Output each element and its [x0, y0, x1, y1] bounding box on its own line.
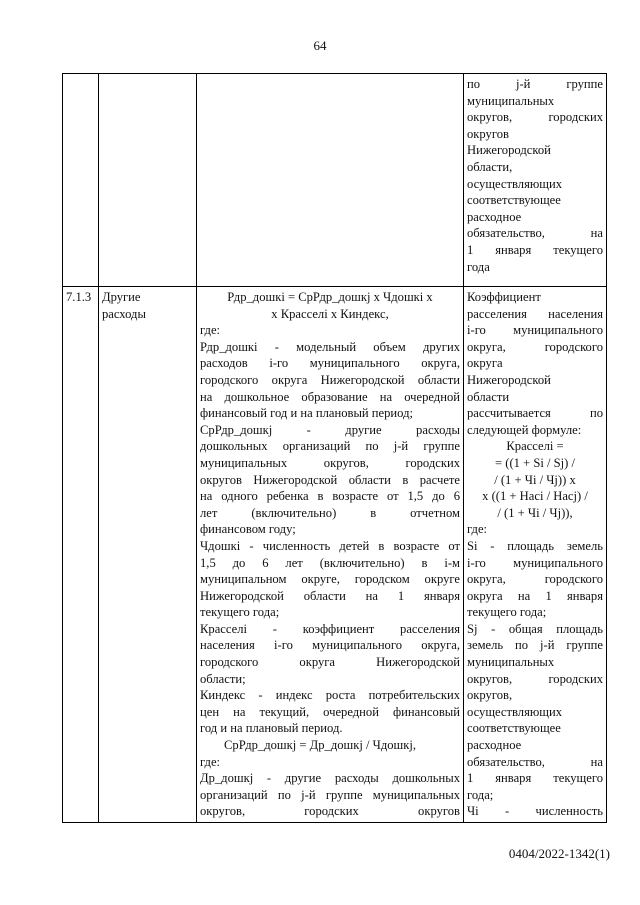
text-line: Др_дошкj - другие расходы дошкольных [200, 771, 460, 786]
text-line: финансовый год и на плановый период; [200, 406, 414, 421]
text-line: населения i-го муниципального округа, [200, 638, 460, 653]
text-line: / (1 + Чі / Чj)) х [494, 472, 576, 487]
text-line: СрРдр_дошкj = Др_дошкj / Чдошкj, [224, 738, 416, 753]
text-line: осуществляющих [467, 176, 563, 191]
lines [467, 76, 603, 275]
cell-formula-description [197, 287, 464, 823]
cell-formula-empty [197, 74, 464, 287]
text-line: округов Нижегородской области в расчете [200, 472, 460, 487]
text-line: расходное [467, 738, 522, 753]
cell-item-number [63, 287, 99, 823]
text-line: 1 января текущего [467, 242, 603, 257]
text-line: где: [200, 323, 221, 338]
text-line: организаций по j-й группе муниципальных [200, 787, 460, 802]
text-line: Красселі - коэффициент расселения [200, 621, 460, 636]
item-number: 7.1.3 [66, 290, 92, 304]
text-line: муниципальных [467, 93, 555, 108]
text-line: СрРдр_дошкj - другие расходы [200, 422, 460, 437]
text-line: Чі - численность [467, 804, 603, 819]
cell-item-name [99, 287, 197, 823]
cell-notes-continuation [464, 74, 607, 287]
text-line: где: [467, 522, 488, 537]
text-line: года; [467, 787, 494, 802]
lines [200, 289, 460, 820]
text-line: муниципальных округов, городских [200, 455, 460, 470]
cell-name-empty [99, 74, 197, 287]
text-line: год и на плановый период. [200, 721, 343, 736]
text-line: округа, городского [467, 339, 603, 354]
text-line: Si - площадь земель [467, 538, 603, 553]
text-line: области, [467, 159, 513, 174]
text-line: на дошкольное образование на очередной [200, 389, 460, 404]
cell-coefficient-description [464, 287, 607, 823]
cell-number-empty [63, 74, 99, 287]
text-line: Нижегородской области на 1 января [200, 588, 460, 603]
text-line: Коэффициент [467, 290, 541, 304]
text-line: по j-й группе [467, 77, 603, 91]
page-number: 64 [313, 38, 327, 53]
text-line: округов, городских [467, 671, 603, 686]
text-line: х Красселі х Киндекс, [271, 306, 389, 321]
text-line: 1 января текущего [467, 771, 603, 786]
text-line: текущего года; [200, 605, 280, 620]
text-line: Sj - общая площадь [467, 621, 603, 636]
text-line: округа [467, 356, 503, 371]
item-name-line-1: Другие [102, 290, 141, 304]
lines [467, 289, 603, 820]
text-line: финансовом году; [200, 522, 296, 537]
text-line: муниципальном округе, городском округе [200, 572, 460, 587]
text-line: области; [200, 671, 246, 686]
text-line: земель по j-й группе [467, 638, 603, 653]
text-line: х ((1 + Насі / Насj) / [482, 489, 588, 504]
text-line: Нижегородской [467, 372, 551, 387]
text-line: = ((1 + Si / Sj) / [495, 455, 575, 470]
table-row-continuation [63, 74, 607, 287]
text-line: городского округа Нижегородской области [200, 372, 460, 387]
text-line: Нижегородской [467, 143, 551, 158]
text-line: соответствующее [467, 193, 561, 208]
text-line: дошкольных организаций по j-й группе [200, 439, 460, 454]
text-line: / (1 + Чі / Чj)), [497, 505, 573, 520]
text-line: обязательство, на [467, 226, 603, 241]
regulation-table [62, 73, 607, 823]
text-line: Рдр_дошкі - модельный объем других [200, 339, 460, 354]
text-line: округов, городских [467, 110, 603, 125]
text-line: рассчитывается по [467, 406, 603, 421]
text-line: Рдр_дошкі = СрРдр_дошкj х Чдошкі х [227, 290, 433, 304]
document-code: 0404/2022-1342(1) [508, 846, 610, 861]
text-line: лет (включительно) в отчетном [200, 505, 460, 520]
text-line: области [467, 389, 510, 404]
text-line: округа, городского [467, 572, 603, 587]
text-line: округа на 1 января [467, 588, 603, 603]
text-line: соответствующее [467, 721, 561, 736]
text-line: расселения населения [467, 306, 603, 321]
text-line: Киндекс - индекс роста потребительских [200, 688, 460, 703]
text-line: расходов i-го муниципального округа, [200, 356, 460, 371]
text-line: где: [200, 754, 221, 769]
text-line: i-го муниципального [467, 555, 603, 570]
text-line: расходное [467, 209, 522, 224]
text-line: обязательство, на [467, 754, 603, 769]
item-name-line-2: расходы [102, 306, 146, 321]
text-line: следующей формуле: [467, 422, 582, 437]
text-line: текущего года; [467, 605, 547, 620]
text-line: 1,5 до 6 лет (включительно) в і-м [200, 555, 460, 570]
table-row-7-1-3 [63, 287, 607, 823]
text-line: i-го муниципального [467, 323, 603, 338]
text-line: цен на текущий, очередной финансовый [200, 704, 460, 719]
text-line: Чдошкі - численность детей в возрасте от [200, 538, 460, 553]
text-line: округов, городских округов [200, 804, 460, 819]
text-line: округов [467, 126, 509, 141]
text-line: года [467, 259, 490, 274]
text-line: городского округа Нижегородской [200, 655, 460, 670]
text-line: муниципальных [467, 655, 555, 670]
text-line: округов, [467, 688, 513, 703]
text-line: осуществляющих [467, 704, 563, 719]
text-line: на одного ребенка в возрасте от 1,5 до 6 [200, 489, 460, 504]
text-line: Красселі = [506, 439, 564, 454]
